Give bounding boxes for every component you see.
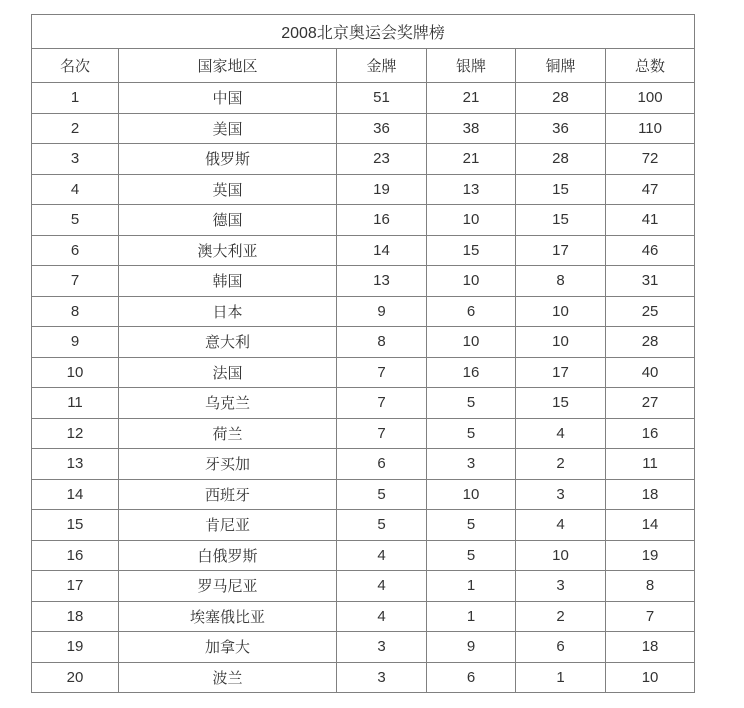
silver-cell: 5 <box>427 510 516 541</box>
header-total: 总数 <box>606 49 695 83</box>
rank-cell: 14 <box>32 479 119 510</box>
gold-cell: 4 <box>337 571 427 602</box>
country-cell: 德国 <box>119 205 337 236</box>
silver-cell: 10 <box>427 327 516 358</box>
bronze-cell: 10 <box>516 327 606 358</box>
rank-cell: 18 <box>32 601 119 632</box>
rank-cell: 17 <box>32 571 119 602</box>
bronze-cell: 17 <box>516 357 606 388</box>
medal-table <box>31 14 695 693</box>
silver-cell: 16 <box>427 357 516 388</box>
rank-cell: 16 <box>32 540 119 571</box>
total-cell: 25 <box>606 296 695 327</box>
bronze-cell: 3 <box>516 479 606 510</box>
bronze-cell: 2 <box>516 601 606 632</box>
table-row <box>32 632 695 663</box>
total-cell: 28 <box>606 327 695 358</box>
gold-cell: 5 <box>337 510 427 541</box>
gold-cell: 3 <box>337 632 427 663</box>
rank-cell: 1 <box>32 83 119 114</box>
bronze-cell: 2 <box>516 449 606 480</box>
country-cell: 英国 <box>119 174 337 205</box>
header-gold: 金牌 <box>337 49 427 83</box>
header-country: 国家地区 <box>119 49 337 83</box>
bronze-cell: 15 <box>516 174 606 205</box>
silver-cell: 5 <box>427 388 516 419</box>
gold-cell: 6 <box>337 449 427 480</box>
table-row <box>32 540 695 571</box>
total-cell: 16 <box>606 418 695 449</box>
gold-cell: 7 <box>337 418 427 449</box>
country-cell: 意大利 <box>119 327 337 358</box>
gold-cell: 13 <box>337 266 427 297</box>
bronze-cell: 36 <box>516 113 606 144</box>
total-cell: 100 <box>606 83 695 114</box>
silver-cell: 9 <box>427 632 516 663</box>
country-cell: 白俄罗斯 <box>119 540 337 571</box>
rank-cell: 10 <box>32 357 119 388</box>
country-cell: 乌克兰 <box>119 388 337 419</box>
total-cell: 40 <box>606 357 695 388</box>
silver-cell: 10 <box>427 479 516 510</box>
bronze-cell: 17 <box>516 235 606 266</box>
header-rank: 名次 <box>32 49 119 83</box>
total-cell: 72 <box>606 144 695 175</box>
bronze-cell: 6 <box>516 632 606 663</box>
country-cell: 波兰 <box>119 662 337 693</box>
table-row <box>32 449 695 480</box>
table-row <box>32 662 695 693</box>
silver-cell: 10 <box>427 205 516 236</box>
country-cell: 肯尼亚 <box>119 510 337 541</box>
table-row <box>32 83 695 114</box>
silver-cell: 1 <box>427 601 516 632</box>
table-row <box>32 205 695 236</box>
country-cell: 中国 <box>119 83 337 114</box>
bronze-cell: 28 <box>516 144 606 175</box>
gold-cell: 8 <box>337 327 427 358</box>
table-row <box>32 479 695 510</box>
rank-cell: 9 <box>32 327 119 358</box>
table-row <box>32 144 695 175</box>
table-row <box>32 113 695 144</box>
total-cell: 41 <box>606 205 695 236</box>
bronze-cell: 4 <box>516 510 606 541</box>
gold-cell: 3 <box>337 662 427 693</box>
total-cell: 47 <box>606 174 695 205</box>
country-cell: 罗马尼亚 <box>119 571 337 602</box>
bronze-cell: 4 <box>516 418 606 449</box>
silver-cell: 13 <box>427 174 516 205</box>
table-row <box>32 571 695 602</box>
total-cell: 18 <box>606 632 695 663</box>
total-cell: 7 <box>606 601 695 632</box>
country-cell: 法国 <box>119 357 337 388</box>
bronze-cell: 10 <box>516 296 606 327</box>
country-cell: 荷兰 <box>119 418 337 449</box>
table-title: 2008北京奥运会奖牌榜 <box>32 15 695 49</box>
silver-cell: 3 <box>427 449 516 480</box>
silver-cell: 5 <box>427 418 516 449</box>
rank-cell: 5 <box>32 205 119 236</box>
bronze-cell: 15 <box>516 205 606 236</box>
total-cell: 31 <box>606 266 695 297</box>
bronze-cell: 28 <box>516 83 606 114</box>
bronze-cell: 3 <box>516 571 606 602</box>
gold-cell: 19 <box>337 174 427 205</box>
total-cell: 8 <box>606 571 695 602</box>
total-cell: 14 <box>606 510 695 541</box>
country-cell: 牙买加 <box>119 449 337 480</box>
rank-cell: 6 <box>32 235 119 266</box>
table-row <box>32 235 695 266</box>
rank-cell: 7 <box>32 266 119 297</box>
total-cell: 46 <box>606 235 695 266</box>
country-cell: 埃塞俄比亚 <box>119 601 337 632</box>
rank-cell: 12 <box>32 418 119 449</box>
table-row <box>32 388 695 419</box>
bronze-cell: 8 <box>516 266 606 297</box>
silver-cell: 21 <box>427 83 516 114</box>
total-cell: 18 <box>606 479 695 510</box>
header-bronze: 铜牌 <box>516 49 606 83</box>
gold-cell: 51 <box>337 83 427 114</box>
total-cell: 110 <box>606 113 695 144</box>
silver-cell: 6 <box>427 662 516 693</box>
total-cell: 10 <box>606 662 695 693</box>
rank-cell: 4 <box>32 174 119 205</box>
bronze-cell: 10 <box>516 540 606 571</box>
silver-cell: 6 <box>427 296 516 327</box>
bronze-cell: 1 <box>516 662 606 693</box>
gold-cell: 23 <box>337 144 427 175</box>
country-cell: 日本 <box>119 296 337 327</box>
country-cell: 美国 <box>119 113 337 144</box>
table-title-row <box>32 15 695 49</box>
total-cell: 19 <box>606 540 695 571</box>
gold-cell: 5 <box>337 479 427 510</box>
silver-cell: 38 <box>427 113 516 144</box>
rank-cell: 3 <box>32 144 119 175</box>
silver-cell: 21 <box>427 144 516 175</box>
gold-cell: 36 <box>337 113 427 144</box>
silver-cell: 1 <box>427 571 516 602</box>
rank-cell: 11 <box>32 388 119 419</box>
silver-cell: 10 <box>427 266 516 297</box>
gold-cell: 16 <box>337 205 427 236</box>
table-row <box>32 174 695 205</box>
rank-cell: 19 <box>32 632 119 663</box>
total-cell: 11 <box>606 449 695 480</box>
table-row <box>32 266 695 297</box>
gold-cell: 4 <box>337 601 427 632</box>
country-cell: 澳大利亚 <box>119 235 337 266</box>
table-row <box>32 601 695 632</box>
silver-cell: 15 <box>427 235 516 266</box>
rank-cell: 20 <box>32 662 119 693</box>
bronze-cell: 15 <box>516 388 606 419</box>
gold-cell: 7 <box>337 388 427 419</box>
rank-cell: 2 <box>32 113 119 144</box>
table-row <box>32 510 695 541</box>
silver-cell: 5 <box>427 540 516 571</box>
table-header-row <box>32 49 695 83</box>
gold-cell: 4 <box>337 540 427 571</box>
table-row <box>32 357 695 388</box>
header-silver: 银牌 <box>427 49 516 83</box>
table-body <box>32 83 695 693</box>
table-row <box>32 327 695 358</box>
rank-cell: 8 <box>32 296 119 327</box>
rank-cell: 13 <box>32 449 119 480</box>
country-cell: 西班牙 <box>119 479 337 510</box>
country-cell: 韩国 <box>119 266 337 297</box>
total-cell: 27 <box>606 388 695 419</box>
gold-cell: 14 <box>337 235 427 266</box>
gold-cell: 9 <box>337 296 427 327</box>
country-cell: 俄罗斯 <box>119 144 337 175</box>
country-cell: 加拿大 <box>119 632 337 663</box>
gold-cell: 7 <box>337 357 427 388</box>
table-row <box>32 296 695 327</box>
rank-cell: 15 <box>32 510 119 541</box>
table-row <box>32 418 695 449</box>
